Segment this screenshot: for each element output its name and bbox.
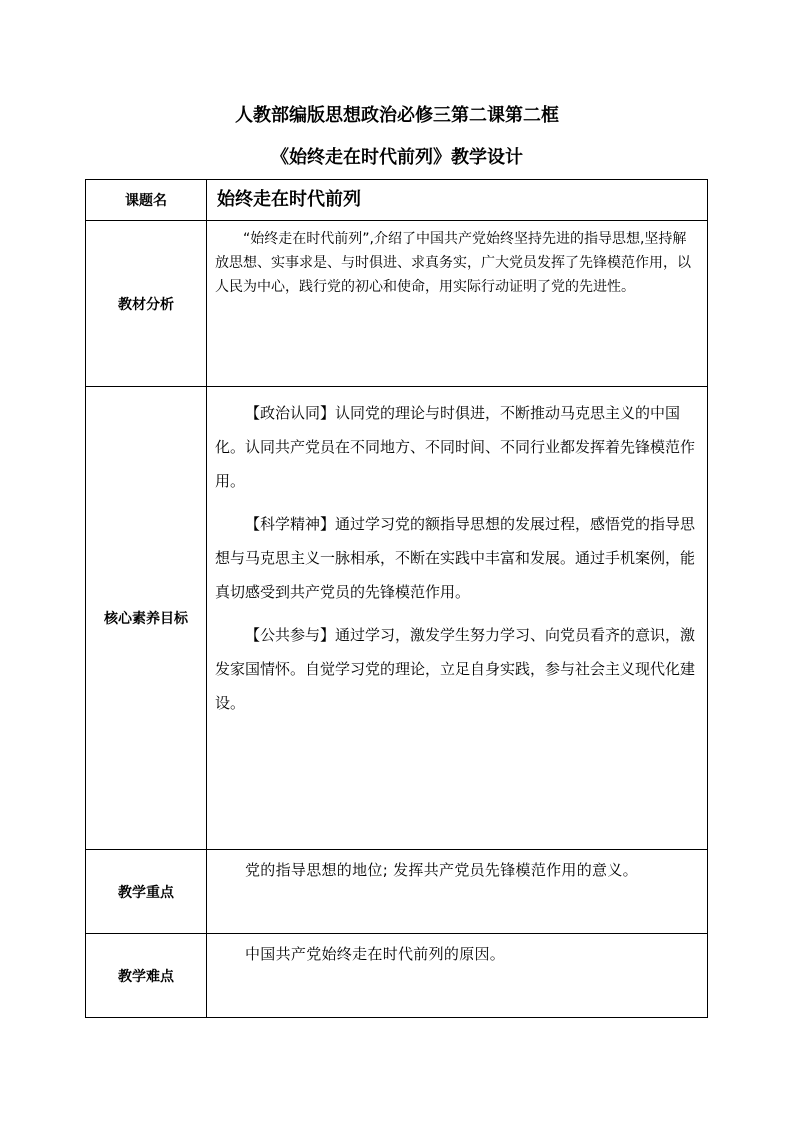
goal-tag: 【政治认同】 — [245, 404, 336, 422]
goal-tag: 【科学精神】 — [245, 515, 336, 533]
difficulties-cell — [207, 934, 708, 1018]
table-row-key-points — [86, 850, 708, 934]
key-points-label: 教学重点 — [86, 850, 207, 934]
goals-cell — [207, 387, 708, 850]
topic-cell — [207, 180, 708, 221]
goal-public-participation — [215, 618, 699, 720]
topic-value: 始终走在时代前列 — [217, 189, 361, 210]
key-points-cell — [207, 850, 708, 934]
goal-political-identity — [215, 396, 699, 498]
analysis-cell — [207, 221, 708, 387]
goal-tag: 【公共参与】 — [245, 626, 336, 644]
analysis-text: “始终走在时代前列”,介绍了中国共产党始终坚持先进的指导思想,坚持解放思想、实事求是、与时俱进、求真务实，广大党员发挥了先锋模范作用，以人民为中心，践行党的初心和使命，用实际行动证明了党的先进性。 — [215, 231, 691, 295]
table-row-topic — [86, 180, 708, 221]
document-title-line-2: 《始终走在时代前列》教学设计 — [271, 147, 523, 168]
document-title-line-1: 人教部编版思想政治必修三第二课第二框 — [235, 105, 559, 126]
topic-label: 课题名 — [86, 180, 207, 221]
lesson-design-table — [85, 179, 708, 1018]
table-row-goals — [86, 387, 708, 850]
key-points-text: 党的指导思想的地位; 发挥共产党员先锋模范作用的意义。 — [245, 861, 638, 879]
difficulties-label: 教学难点 — [86, 934, 207, 1018]
analysis-label: 教材分析 — [86, 221, 207, 387]
table-row-difficulties — [86, 934, 708, 1018]
goal-text: 通过学习，激发学生努力学习、向党员看齐的意识，激发家国情怀。自觉学习党的理论，立足自身实践，参与社会主义现代化建设。 — [215, 626, 696, 712]
goal-text: 通过学习党的额指导思想的发展过程，感悟党的指导思想与马克思主义一脉相承，不断在实践中丰富和发展。通过手机案例，能真切感受到共产党员的先锋模范作用。 — [215, 515, 696, 601]
difficulties-text: 中国共产党始终走在时代前列的原因。 — [245, 945, 506, 963]
goals-label: 核心素养目标 — [86, 387, 207, 850]
goal-text: 认同党的理论与时俱进，不断推动马克思主义的中国化。认同共产党员在不同地方、不同时间、不同行业都发挥着先锋模范作用。 — [215, 404, 696, 490]
goal-scientific-spirit — [215, 507, 699, 609]
table-row-analysis — [86, 221, 708, 387]
